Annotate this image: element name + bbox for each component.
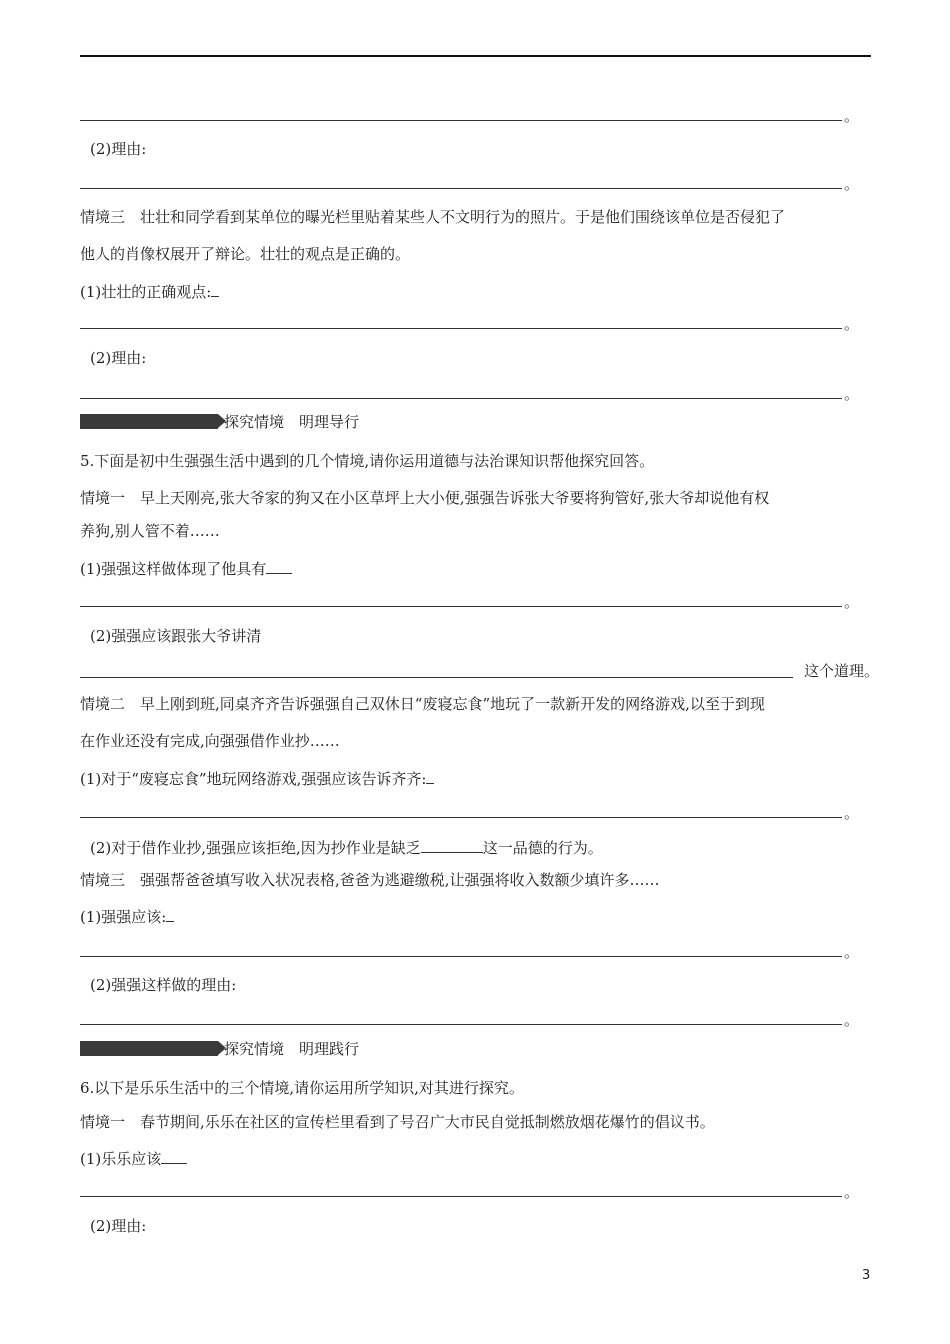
scenario-text: 情境三 强强帮爸爸填写收入状况表格,爸爸为逃避缴税,让强强将收入数额少填许多……: [80, 871, 660, 889]
period-mark: 。: [844, 804, 860, 822]
section-banner: [80, 414, 218, 429]
period-mark: 。: [844, 385, 860, 403]
header-rule: [80, 55, 871, 57]
question-prompt: (1)乐乐应该: [80, 1147, 187, 1169]
period-mark: 。: [844, 593, 860, 611]
question-prompt: (2)强强应该跟张大爷讲清: [90, 627, 262, 645]
question-intro: 5.下面是初中生强强生活中遇到的几个情境,请你运用道德与法治课知识帮他探究回答。: [80, 452, 655, 470]
period-mark: 。: [844, 175, 860, 193]
scenario-text: 情境三 壮壮和同学看到某单位的曝光栏里贴着某些人不文明行为的照片。于是他们围绕该单位是否侵犯了: [80, 208, 786, 226]
reason-label: (2)理由:: [90, 1217, 147, 1235]
question-intro: 6.以下是乐乐生活中的三个情境,请你运用所学知识,对其进行探究。: [80, 1079, 524, 1097]
answer-line: [80, 956, 842, 957]
scenario-text: 情境二 早上刚到班,同桌齐齐告诉强强自己双休日“废寝忘食”地玩了一款新开发的网络游戏,以至于到现: [80, 695, 765, 713]
answer-line: [80, 817, 842, 818]
question-prompt: (1)对于“废寝忘食”地玩网络游戏,强强应该告诉齐齐:: [80, 767, 434, 789]
question-prompt: (1)强强应该:: [80, 905, 174, 927]
period-mark: 。: [844, 315, 860, 333]
tail-text: 这个道理。: [804, 662, 880, 680]
answer-line: [80, 606, 842, 607]
question-prompt: (2)强强这样做的理由:: [90, 976, 237, 994]
section-title: 探究情境 明理践行: [224, 1040, 360, 1058]
answer-line: [80, 398, 842, 399]
scenario-text: 在作业还没有完成,向强强借作业抄……: [80, 732, 340, 750]
reason-label: (2)理由:: [90, 140, 147, 158]
question-prompt: (2)对于借作业抄,强强应该拒绝,因为抄作业是缺乏 这一品德的行为。: [90, 836, 603, 858]
answer-line: [80, 1196, 842, 1197]
scenario-text: 养狗,别人管不着……: [80, 522, 220, 540]
answer-line: [80, 1024, 842, 1025]
section-banner: [80, 1041, 218, 1056]
period-mark: 。: [844, 1183, 860, 1201]
answer-line: [80, 120, 842, 121]
period-mark: 。: [844, 107, 860, 125]
period-mark: 。: [844, 1011, 860, 1029]
scenario-text: 他人的肖像权展开了辩论。壮壮的观点是正确的。: [80, 245, 411, 263]
page-number: 3: [862, 1268, 871, 1283]
answer-line: [80, 188, 842, 189]
answer-line: [80, 328, 842, 329]
question-prompt: (1)强强这样做体现了他具有: [80, 557, 292, 579]
period-mark: 。: [844, 943, 860, 961]
reason-label: (2)理由:: [90, 349, 147, 367]
answer-line: [80, 677, 793, 678]
question-prompt: (1)壮壮的正确观点:: [80, 280, 219, 302]
section-title: 探究情境 明理导行: [224, 413, 360, 431]
scenario-text: 情境一 春节期间,乐乐在社区的宣传栏里看到了号召广大市民自觉抵制燃放烟花爆竹的倡议书。: [80, 1113, 715, 1131]
scenario-text: 情境一 早上天刚亮,张大爷家的狗又在小区草坪上大小便,强强告诉张大爷要将狗管好,张大爷却说他有权: [80, 489, 770, 507]
